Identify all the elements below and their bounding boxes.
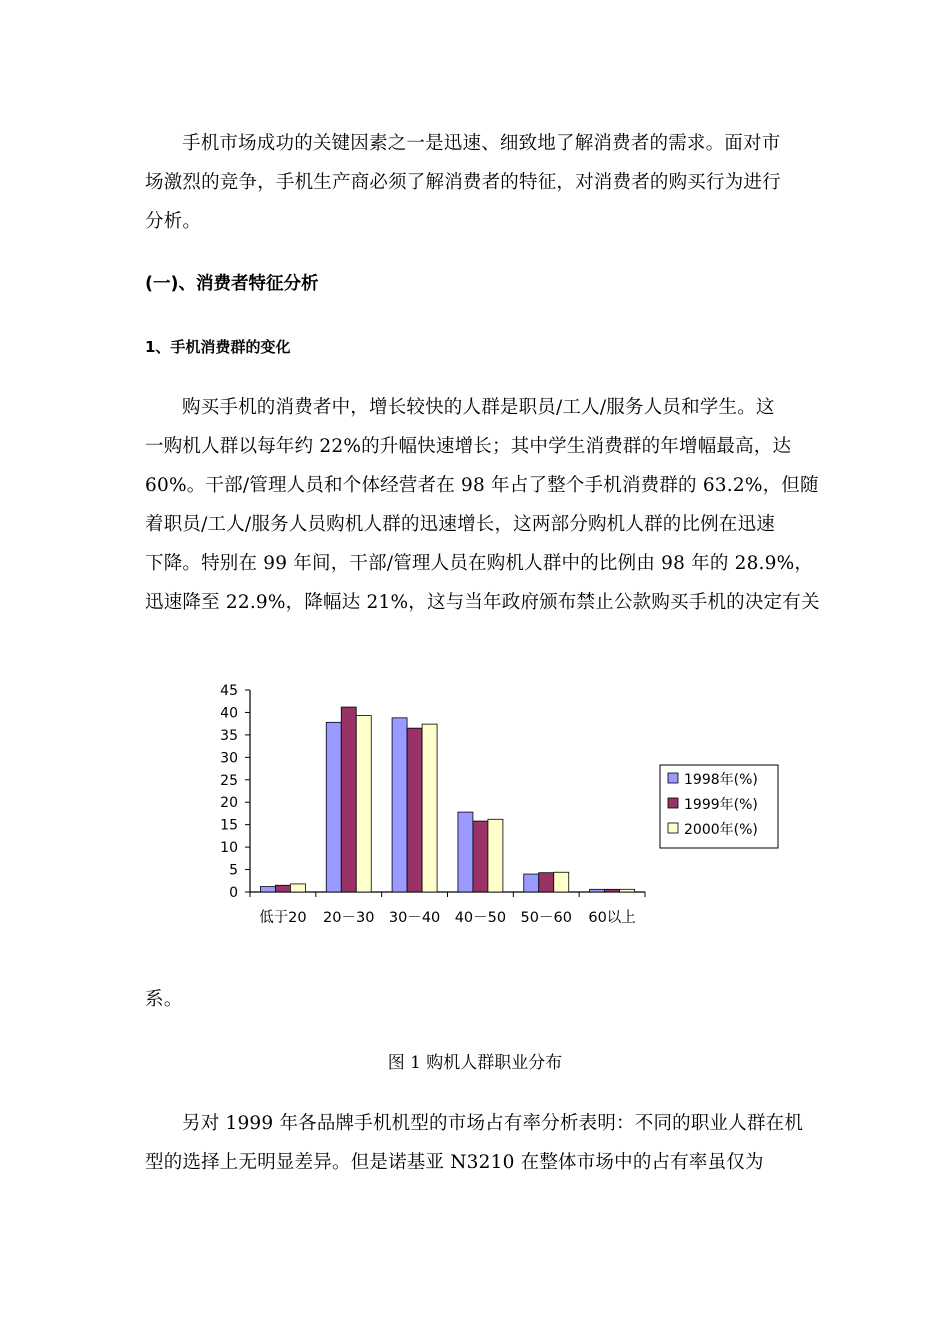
bar bbox=[356, 716, 371, 892]
text-line: 购买手机的消费者中，增长较快的人群是职员/工人/服务人员和学生。这 bbox=[182, 397, 775, 418]
paragraph-tail bbox=[145, 980, 810, 1019]
bar bbox=[407, 728, 422, 892]
y-tick-label: 25 bbox=[220, 772, 238, 789]
y-tick-label: 30 bbox=[220, 750, 238, 767]
intro-paragraph bbox=[145, 124, 810, 241]
section-heading: (一)、消费者特征分析 bbox=[145, 274, 319, 294]
bar bbox=[392, 718, 407, 892]
bar bbox=[605, 889, 620, 892]
legend-label: 2000年(%) bbox=[684, 822, 758, 838]
bar bbox=[458, 812, 473, 892]
legend-swatch bbox=[668, 823, 678, 833]
text-line: 另对 1999 年各品牌手机机型的市场占有率分析表明：不同的职业人群在机 bbox=[182, 1113, 804, 1134]
x-tick-label: 50－60 bbox=[520, 910, 572, 926]
y-tick-label: 0 bbox=[229, 885, 238, 901]
bar bbox=[341, 707, 356, 892]
legend-label: 1998年(%) bbox=[684, 772, 758, 788]
bar bbox=[422, 724, 437, 892]
x-tick-label: 60以上 bbox=[588, 910, 636, 926]
figure-caption: 图 1 购机人群职业分布 bbox=[387, 1053, 563, 1073]
text-line: 手机市场成功的关键因素之一是迅速、细致地了解消费者的需求。面对市 bbox=[182, 133, 781, 154]
legend-swatch bbox=[668, 773, 678, 783]
text-line: 着职员/工人/服务人员购机人群的迅速增长，这两部分购机人群的比例在迅速 bbox=[145, 514, 775, 535]
text-line: 下降。特别在 99 年间，干部/管理人员在购机人群中的比例由 98 年的 28.9%， bbox=[145, 553, 814, 574]
bar bbox=[326, 722, 341, 892]
bar bbox=[488, 819, 503, 892]
bar bbox=[473, 821, 488, 892]
y-tick-label: 5 bbox=[229, 862, 238, 879]
y-tick-label: 45 bbox=[220, 683, 238, 699]
text-line: 系。 bbox=[145, 989, 183, 1010]
model-share-paragraph bbox=[145, 1104, 810, 1182]
y-tick-label: 40 bbox=[220, 705, 238, 722]
y-tick-label: 20 bbox=[220, 795, 238, 812]
sub-heading: 1、手机消费群的变化 bbox=[145, 338, 291, 356]
consumer-change-paragraph bbox=[145, 388, 820, 622]
age-distribution-chart bbox=[190, 670, 800, 940]
text-line: 型的选择上无明显差异。但是诺基亚 N3210 在整体市场中的占有率虽仅为 bbox=[145, 1152, 764, 1173]
bar bbox=[290, 884, 305, 892]
x-tick-label: 40－50 bbox=[454, 910, 507, 926]
bar bbox=[539, 873, 554, 892]
y-tick-label: 35 bbox=[220, 727, 238, 744]
bar-chart-svg bbox=[190, 670, 800, 940]
bar bbox=[590, 889, 605, 892]
text-line: 分析。 bbox=[145, 211, 202, 232]
text-line: 场激烈的竞争，手机生产商必须了解消费者的特征，对消费者的购买行为进行 bbox=[145, 172, 781, 193]
bar bbox=[275, 885, 290, 892]
bar bbox=[524, 874, 539, 892]
text-line: 60%。干部/管理人员和个体经营者在 98 年占了整个手机消费群的 63.2%，但随 bbox=[145, 475, 819, 496]
x-tick-label: 20－30 bbox=[323, 910, 375, 926]
bar bbox=[260, 887, 275, 892]
text-line: 迅速降至 22.9%，降幅达 21%，这与当年政府颁布禁止公款购买手机的决定有关 bbox=[145, 592, 820, 613]
y-tick-label: 10 bbox=[220, 840, 238, 857]
legend-swatch bbox=[668, 798, 678, 808]
bar bbox=[620, 889, 635, 892]
x-tick-label: 30－40 bbox=[388, 910, 441, 926]
bar bbox=[554, 872, 569, 892]
text-line: 一购机人群以每年约 22%的升幅快速增长；其中学生消费群的年增幅最高，达 bbox=[145, 436, 792, 457]
y-tick-label: 15 bbox=[220, 817, 238, 834]
x-tick-label: 低于20 bbox=[259, 910, 307, 926]
legend-label: 1999年(%) bbox=[684, 797, 758, 813]
